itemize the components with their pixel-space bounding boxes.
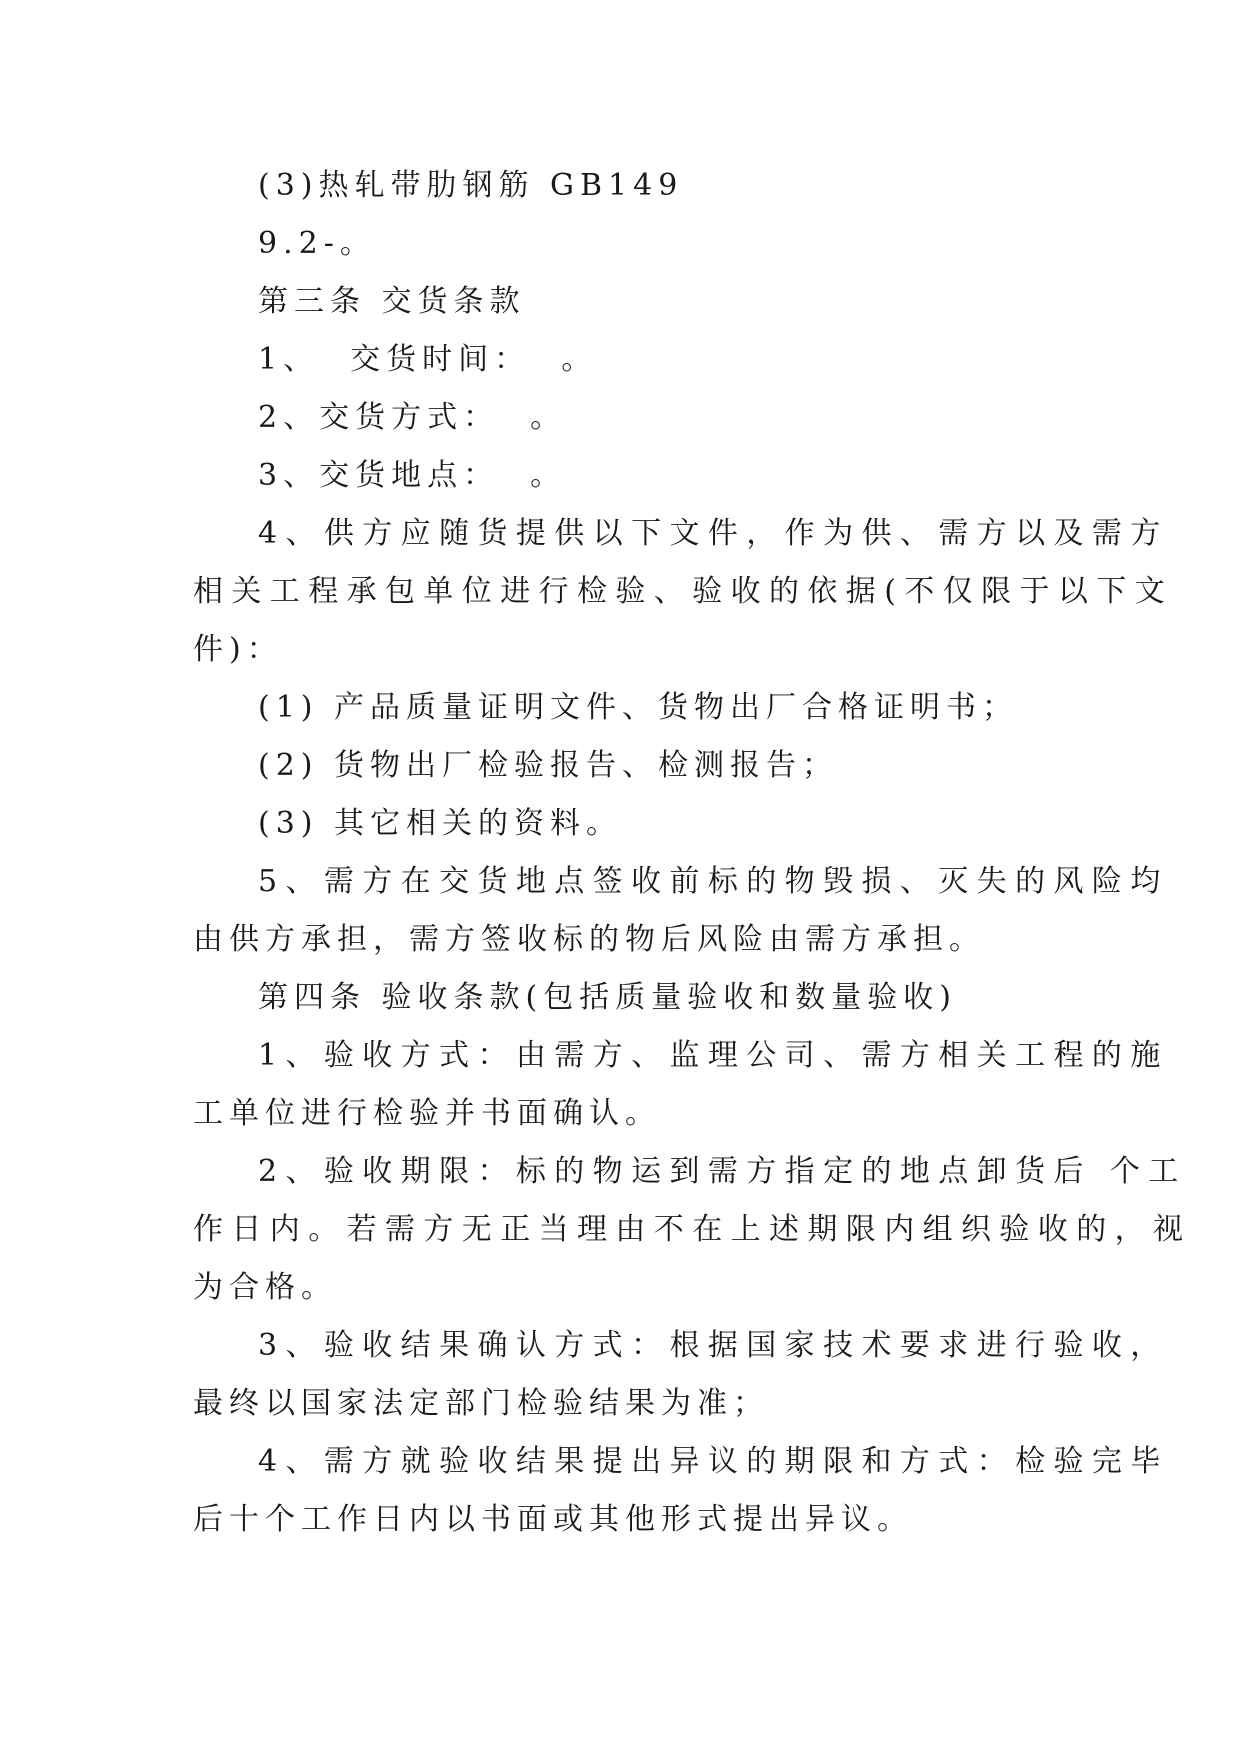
result-confirmation-line-2: 最终以国家法定部门检验结果为准； (193, 1386, 769, 1421)
acceptance-method-line-2: 工单位进行检验并书面确认。 (193, 1096, 661, 1131)
clause-item-rebar: (3)热轧带肋钢筋 GB149 (258, 168, 684, 203)
documents-paragraph-line-2: 相关工程承包单位进行检验、验收的依据(不仅限于以下文 (193, 574, 1174, 609)
delivery-method-item: 2、交货方式： 。 (258, 400, 567, 435)
delivery-location-item: 3、交货地点： 。 (258, 458, 567, 493)
document-list-item-3: (3) 其它相关的资料。 (258, 806, 623, 841)
document-list-item-2: (2) 货物出厂检验报告、检测报告； (258, 748, 839, 783)
document-list-item-1: (1) 产品质量证明文件、货物出厂合格证明书； (258, 690, 1019, 725)
acceptance-method-line-1: 1、验收方式：由需方、监理公司、需方相关工程的施 (258, 1038, 1169, 1073)
objection-period-line-1: 4、需方就验收结果提出异议的期限和方式：检验完毕 (258, 1444, 1169, 1479)
documents-paragraph-line-3: 件)： (193, 632, 283, 667)
risk-paragraph-line-1: 5、需方在交货地点签收前标的物毁损、灭失的风险均 (258, 864, 1169, 899)
documents-paragraph-line-1: 4、供方应随货提供以下文件，作为供、需方以及需方 (258, 516, 1169, 551)
standard-number-continuation: 9.2-。 (258, 226, 376, 261)
result-confirmation-line-1: 3、验收结果确认方式：根据国家技术要求进行验收， (258, 1328, 1169, 1363)
objection-period-line-2: 后十个工作日内以书面或其他形式提出异议。 (193, 1502, 913, 1537)
acceptance-period-line-3: 为合格。 (193, 1270, 337, 1305)
acceptance-period-line-1: 2、验收期限：标的物运到需方指定的地点卸货后 个工 (258, 1154, 1187, 1189)
delivery-time-item: 1、 交货时间： 。 (258, 342, 598, 377)
acceptance-period-line-2: 作日内。若需方无正当理由不在上述期限内组织验收的，视 (193, 1212, 1192, 1247)
risk-paragraph-line-2: 由供方承担，需方签收标的物后风险由需方承担。 (193, 922, 985, 957)
article-4-heading: 第四条 验收条款(包括质量验收和数量验收) (258, 980, 957, 1015)
article-3-heading: 第三条 交货条款 (258, 284, 526, 319)
